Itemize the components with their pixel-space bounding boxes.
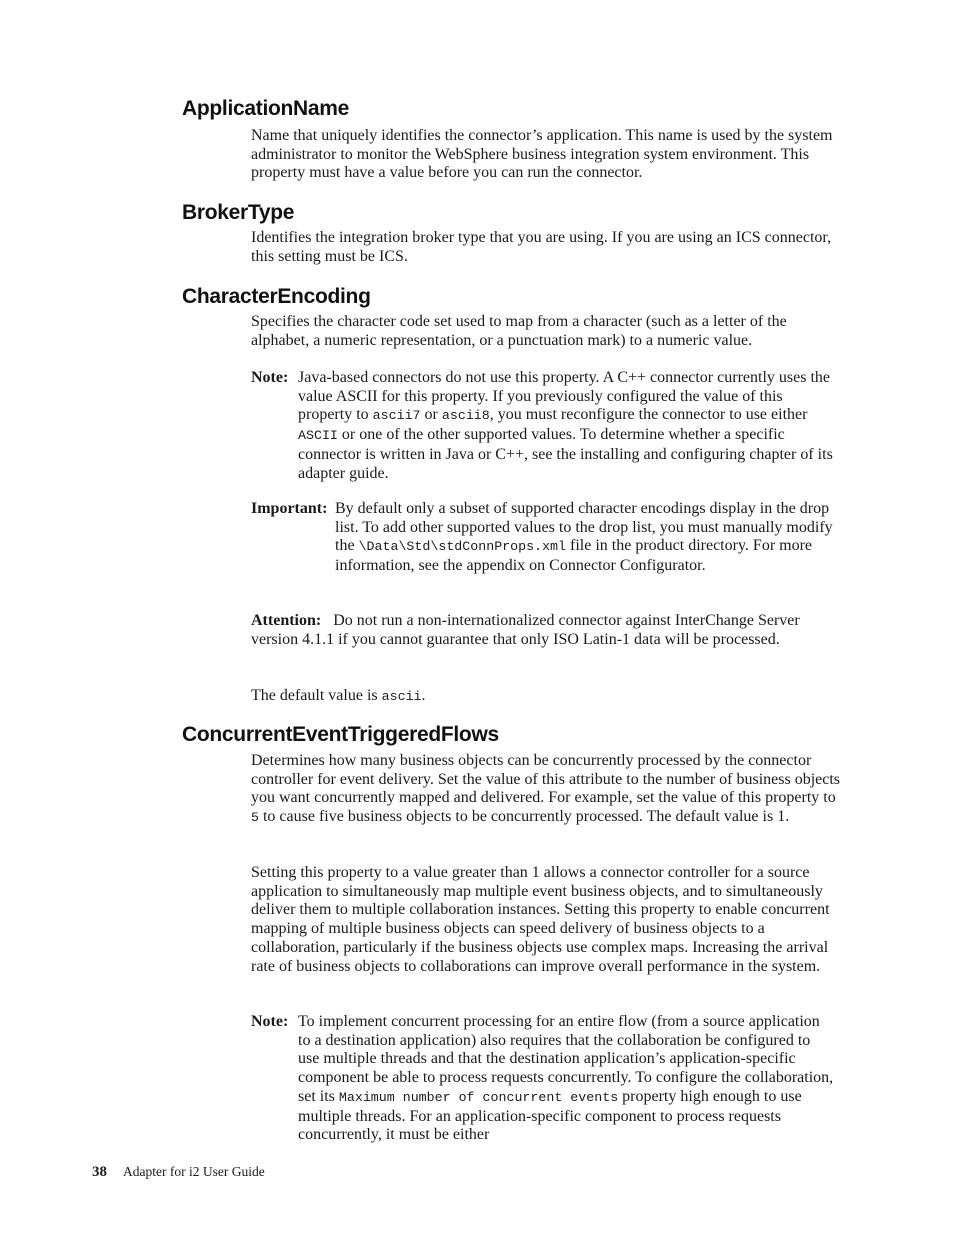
code-five: 5 [251,810,259,826]
character-encoding-default: The default value is ascii. [251,687,426,704]
heading-character-encoding: CharacterEncoding [182,285,371,308]
heading-broker-type: BrokerType [182,201,295,224]
concurrent-description: Determines how many business objects can be concurrently processed by the connector controller for event delivery. Set the value of this attribute to the number of business objects you want concurrently mapped and delivered. For example, set the value of this property to 5 to cause five business objects to be concurrently processed. The default value is 1. [251,752,841,826]
important-label: Important: [251,500,328,517]
code-ascii7: ascii7 [372,408,421,424]
application-name-description: Name that uniquely identifies the connector’s application. This name is used by the system administrator to monitor the WebSphere business integration system environment. This property must have a value before you can run the connector. [251,127,833,182]
code-ascii8: ascii8 [441,408,490,424]
page-footer [92,1164,265,1181]
important-text: By default only a subset of supported character encodings display in the drop list. To add other supported values to the drop list, you must manually modify the \Data\Std\stdConnProps.xml file in the product directory. For more information, see the appendix on Connector Configurator. [335,500,833,575]
code-stdconnprops-path: \Data\Std\stdConnProps.xml [358,539,567,555]
concurrent-note-text: To implement concurrent processing for an entire flow (from a source application to a destination application) also requires that the collaboration be configured to use multiple threads and that the destination application’s application-specific component be able to process requests concurrently. To configure the collaboration, set its Maximum number of concurrent events property high enough to use multiple threads. For an application-specific component to process requests concurrently, it must be either [298,1013,834,1144]
note-text: Java-based connectors do not use this property. A C++ connector currently uses the value ASCII for this property. If you previously configured the value of this property to ascii7 or ascii8, you must reconfigure the connector to use either ASCII or one of the other supported values. To determine whether a specific connector is written in Java or C++, see the installing and configuring chapter of its adapter guide. [298,369,833,482]
note-label: Note: [251,1013,289,1030]
attention-text: Do not run a non-internationalized connector against InterChange Server version 4.1.1 if you cannot guarantee that only ISO Latin-1 data will be processed. [251,612,800,648]
character-encoding-description: Specifies the character code set used to map from a character (such as a letter of the alphabet, a numeric representation, or a punctuation mark) to a numeric value. [251,313,787,349]
broker-type-description: Identifies the integration broker type that you are using. If you are using an ICS connector, this setting must be ICS. [251,229,832,265]
code-max-concurrent-events: Maximum number of concurrent events [338,1089,619,1105]
code-ascii-upper: ASCII [298,428,338,444]
page-number: 38 [92,1164,107,1180]
note-label: Note: [251,369,289,386]
concurrent-details: Setting this property to a value greater than 1 allows a connector controller for a source application to simultaneously map multiple event business objects, and to simultaneously deliver them to multiple collaboration instances. Setting this property to enable concurrent mapping of multiple business objects can speed delivery of business objects to a collaboration, particularly if the business objects use complex maps. Increasing the arrival rate of business objects to collaborations can improve overall performance in the system. [251,864,830,975]
character-encoding-attention [251,612,811,649]
footer-title: Adapter for i2 User Guide [123,1164,265,1179]
code-ascii-default: ascii [381,689,422,704]
attention-label: Attention: [251,612,322,629]
heading-application-name: ApplicationName [182,97,350,120]
heading-concurrent-event-triggered-flows: ConcurrentEventTriggeredFlows [182,723,499,746]
